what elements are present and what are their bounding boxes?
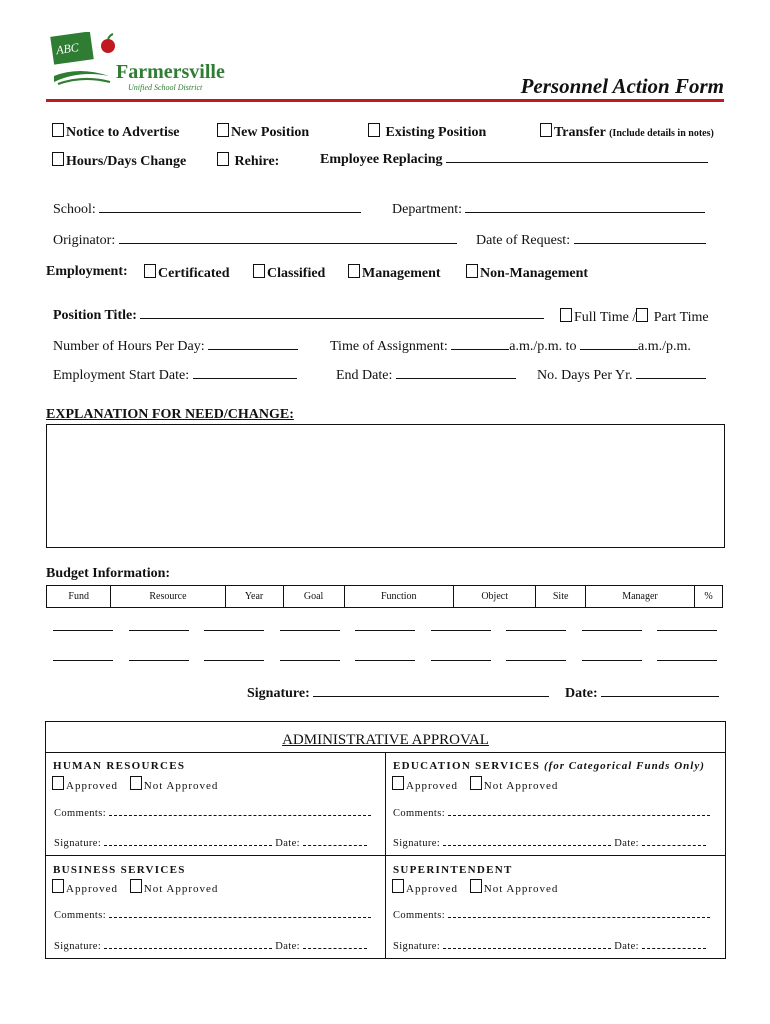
date-of-request-input[interactable]: [574, 243, 706, 244]
management-checkbox[interactable]: [348, 264, 360, 278]
ed-signature-field[interactable]: Signature: Date:: [393, 838, 706, 849]
business-signature-input[interactable]: [104, 948, 272, 949]
budget-entry-line[interactable]: [129, 660, 189, 661]
hours-per-day-input[interactable]: [208, 349, 298, 350]
approval-horizontal-divider: [46, 855, 725, 856]
end-date-input[interactable]: [396, 378, 516, 379]
rehire-checkbox[interactable]: [217, 152, 229, 166]
full-part-time-options[interactable]: Full Time / Part Time: [560, 308, 709, 326]
ed-services-section-title: EDUCATION SERVICES (for Categorical Funds Only): [393, 760, 705, 772]
budget-entry-line[interactable]: [280, 630, 340, 631]
superintendent-date-input[interactable]: [642, 948, 706, 949]
district-logo: [48, 32, 238, 94]
budget-col-percent: %: [695, 586, 723, 608]
hours-change-checkbox[interactable]: [52, 152, 64, 166]
rehire-option[interactable]: Rehire:: [217, 152, 279, 170]
time-end-input[interactable]: [580, 349, 638, 350]
svg-text:Farmersville: Farmersville: [116, 61, 225, 83]
existing-position-option[interactable]: Existing Position: [368, 123, 486, 141]
hr-date-input[interactable]: [303, 845, 367, 846]
start-date-input[interactable]: [193, 378, 297, 379]
ed-comments-input[interactable]: [448, 815, 710, 816]
signature-input[interactable]: [313, 696, 549, 697]
classified-checkbox[interactable]: [253, 264, 265, 278]
approval-heading: ADMINISTRATIVE APPROVAL: [46, 722, 725, 753]
start-date-field[interactable]: Employment Start Date:: [53, 368, 297, 384]
business-date-input[interactable]: [303, 948, 367, 949]
business-comments-field[interactable]: Comments:: [54, 910, 371, 921]
budget-entry-line[interactable]: [53, 630, 113, 631]
budget-col-manager: Manager: [585, 586, 694, 608]
school-input[interactable]: [99, 212, 361, 213]
budget-entry-line[interactable]: [355, 630, 415, 631]
management-option[interactable]: Management: [348, 264, 441, 282]
hr-comments-field[interactable]: Comments:: [54, 808, 371, 819]
hr-signature-field[interactable]: Signature: Date:: [54, 838, 367, 849]
signature-date-field[interactable]: Date:: [565, 686, 719, 702]
new-position-checkbox[interactable]: [217, 123, 229, 137]
hr-section-title: HUMAN RESOURCES: [53, 760, 186, 772]
certificated-checkbox[interactable]: [144, 264, 156, 278]
department-input[interactable]: [465, 212, 705, 213]
superintendent-comments-field[interactable]: Comments:: [393, 910, 710, 921]
signature-date-input[interactable]: [601, 696, 719, 697]
budget-entry-line[interactable]: [506, 630, 566, 631]
transfer-checkbox[interactable]: [540, 123, 552, 137]
end-date-field[interactable]: End Date:: [336, 368, 516, 384]
form-title: Personnel Action Form: [520, 74, 724, 98]
signature-field[interactable]: Signature:: [247, 686, 549, 702]
business-signature-field[interactable]: Signature: Date:: [54, 941, 367, 952]
ed-approved-checkbox[interactable]: [392, 776, 404, 790]
notice-checkbox[interactable]: [52, 123, 64, 137]
certificated-option[interactable]: Certificated: [144, 264, 230, 282]
full-time-checkbox[interactable]: [560, 308, 572, 322]
budget-col-year: Year: [225, 586, 283, 608]
hr-signature-input[interactable]: [104, 845, 272, 846]
superintendent-section-title: SUPERINTENDENT: [393, 864, 513, 876]
budget-table: [46, 585, 723, 608]
budget-entry-line[interactable]: [431, 630, 491, 631]
budget-entry-line[interactable]: [506, 660, 566, 661]
budget-col-fund: Fund: [47, 586, 111, 608]
business-not-approved-checkbox[interactable]: [130, 879, 142, 893]
svg-text:ABC: ABC: [55, 40, 80, 58]
transfer-option[interactable]: Transfer (Include details in notes): [540, 123, 714, 141]
hr-comments-input[interactable]: [109, 815, 371, 816]
superintendent-signature-input[interactable]: [443, 948, 611, 949]
employment-label: Employment:: [46, 264, 128, 279]
business-section-title: BUSINESS SERVICES: [53, 864, 186, 876]
days-per-year-field[interactable]: No. Days Per Yr.: [537, 368, 706, 384]
existing-position-checkbox[interactable]: [368, 123, 380, 137]
department-field[interactable]: Department:: [392, 202, 705, 218]
ed-date-input[interactable]: [642, 845, 706, 846]
hr-approved-checkbox[interactable]: [52, 776, 64, 790]
budget-entry-line[interactable]: [204, 630, 264, 631]
employee-replacing-input[interactable]: [446, 162, 708, 163]
budget-entry-line[interactable]: [204, 660, 264, 661]
budget-col-function: Function: [344, 586, 453, 608]
part-time-checkbox[interactable]: [636, 308, 648, 322]
budget-col-site: Site: [536, 586, 585, 608]
classified-option[interactable]: Classified: [253, 264, 325, 282]
superintendent-comments-input[interactable]: [448, 917, 710, 918]
budget-entry-line[interactable]: [582, 660, 642, 661]
budget-col-resource: Resource: [111, 586, 225, 608]
notice-to-advertise-option[interactable]: Notice to Advertise: [52, 123, 180, 141]
ed-signature-input[interactable]: [443, 845, 611, 846]
ed-comments-field[interactable]: Comments:: [393, 808, 710, 819]
business-approval-options[interactable]: Approved Not Approved: [52, 879, 218, 895]
non-management-checkbox[interactable]: [466, 264, 478, 278]
new-position-option[interactable]: New Position: [217, 123, 309, 141]
budget-entry-line[interactable]: [129, 630, 189, 631]
explanation-textarea[interactable]: [46, 424, 725, 548]
administrative-approval-box: [45, 721, 726, 959]
budget-header-row: [47, 586, 723, 608]
employee-replacing-field[interactable]: Employee Replacing: [320, 152, 708, 168]
hr-not-approved-checkbox[interactable]: [130, 776, 142, 790]
business-approved-checkbox[interactable]: [52, 879, 64, 893]
time-of-assignment-field[interactable]: Time of Assignment: a.m./p.m. to a.m./p.m.: [330, 339, 691, 354]
hours-days-change-option[interactable]: Hours/Days Change: [52, 152, 186, 170]
hr-approval-options[interactable]: Approved Not Approved: [52, 776, 218, 792]
explanation-heading: EXPLANATION FOR NEED/CHANGE:: [46, 407, 294, 422]
non-management-option[interactable]: Non-Management: [466, 264, 588, 282]
business-comments-input[interactable]: [109, 917, 371, 918]
budget-entry-line[interactable]: [657, 630, 717, 631]
time-start-input[interactable]: [451, 349, 509, 350]
originator-input[interactable]: [119, 243, 457, 244]
days-per-year-input[interactable]: [636, 378, 706, 379]
superintendent-approval-options[interactable]: Approved Not Approved: [392, 879, 558, 895]
header-divider: [46, 99, 724, 102]
ed-not-approved-checkbox[interactable]: [470, 776, 482, 790]
budget-entry-line[interactable]: [431, 660, 491, 661]
svg-text:Unified School District: Unified School District: [128, 83, 203, 92]
transfer-note: (Include details in notes): [609, 128, 714, 139]
position-title-input[interactable]: [140, 318, 544, 319]
superintendent-signature-field[interactable]: Signature: Date:: [393, 941, 706, 952]
budget-entry-line[interactable]: [355, 660, 415, 661]
budget-entry-line[interactable]: [280, 660, 340, 661]
superintendent-not-approved-checkbox[interactable]: [470, 879, 482, 893]
budget-heading: Budget Information:: [46, 566, 171, 581]
position-title-field[interactable]: Position Title:: [53, 308, 544, 324]
school-field[interactable]: School:: [53, 202, 361, 218]
originator-field[interactable]: Originator:: [53, 233, 457, 249]
budget-col-object: Object: [453, 586, 536, 608]
date-of-request-field[interactable]: Date of Request:: [476, 233, 706, 249]
budget-col-goal: Goal: [283, 586, 344, 608]
hours-per-day-field[interactable]: Number of Hours Per Day:: [53, 339, 298, 355]
budget-entry-line[interactable]: [582, 630, 642, 631]
budget-entry-line[interactable]: [53, 660, 113, 661]
ed-approval-options[interactable]: Approved Not Approved: [392, 776, 558, 792]
budget-entry-line[interactable]: [657, 660, 717, 661]
superintendent-approved-checkbox[interactable]: [392, 879, 404, 893]
